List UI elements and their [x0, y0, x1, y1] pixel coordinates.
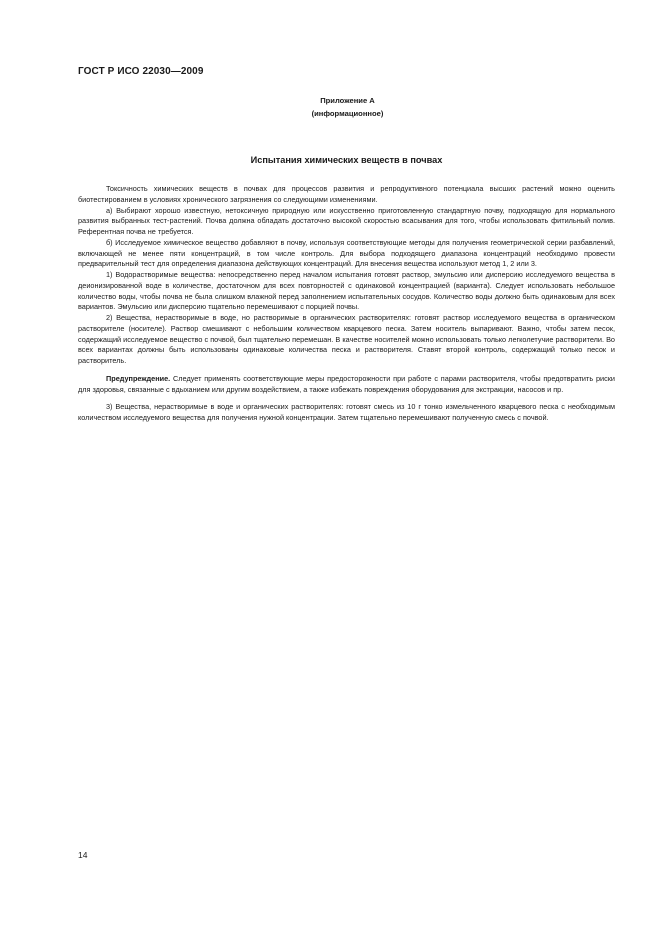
document-header: ГОСТ Р ИСО 22030—2009: [78, 66, 204, 77]
paragraph-item-b: б) Исследуемое химическое вещество добавляют в почву, используя соответствующие методы для получения геометрической серии разбавлений, включающей не менее пяти концентраций, в том числе контроль. Для выбора подходящего диапазона концентраций необходимо провести предварительный тест для определения диапазона действующих концентраций. Для внесения вещества используют метод 1, 2 или 3.: [78, 237, 615, 269]
annex-title: Приложение А: [320, 96, 375, 105]
annex-subtitle: (информационное): [311, 109, 384, 118]
warning-paragraph: [78, 374, 615, 396]
paragraph-method-3: 3) Вещества, нерастворимые в воде и органических растворителях: готовят смесь из 10 г тонко измельченного кварцевого песка с необходимым количеством исследуемого вещества для получения нужной концентрации. Затем тщательно перемешивают полученную смесь с почвой.: [78, 402, 615, 422]
section-title: Испытания химических веществ в почвах: [250, 155, 443, 165]
paragraph-intro: Токсичность химических веществ в почвах для процессов развития и репродуктивного потенциала высших растений можно оценить биотестированием в условиях хронического загрязнения со следующими изменениями.: [78, 184, 615, 204]
paragraph-method-2: 2) Вещества, нерастворимые в воде, но растворимые в органических растворителях: готовят раствор исследуемого вещества в органическом растворителе (носителе). Раствор смешивают с небольшим количеством кварцевого песка. Затем носитель выпаривают. Важно, чтобы затем песок, содержащий исследуемое вещество с почвой, был тщательно перемешан. В качестве носителей можно использовать только легколетучие растворители. Во всех вариантах должны быть использованы одинаковые количества песка и растворителя. Ставят второй контроль, содержащий только песок и растворитель.: [78, 313, 615, 365]
page-number: 14: [78, 850, 88, 860]
paragraph-method-1: 1) Водорастворимые вещества: непосредственно перед началом испытания готовят раствор, эмульсию или дисперсию исследуемого вещества в деионизированной воде в количестве, достаточном для всех повторностей с одинаковой концентрацией (варианта). Следует использовать небольшое количество воды, чтобы почва не была слишком влажной перед заполнением испытательных сосудов. Количество воды должно быть одинаковым для всех вариантов. Эмульсию или дисперсию тщательно перемешивают с порцией почвы.: [78, 270, 615, 312]
warning-text: Следует применять соответствующие меры предосторожности при работе с парами растворителя, чтобы предотвратить риски для здоровья, связанные с вдыханием или другим воздействием, а также избежать повреждения оборудования для экстракции, насосов и пр.: [78, 373, 615, 394]
paragraph-item-a: а) Выбирают хорошо известную, нетоксичную природную или искусственно приготовленную стандартную почву, подходящую для нормального развития выбранных тест-растений. Почва должна обладать достаточно высокой скоростью всасывания для того, чтобы использовать фитильный полив. Референтная почва не требуется.: [78, 205, 615, 236]
warning-label: Предупреждение.: [106, 373, 171, 383]
body-text: [78, 184, 615, 424]
